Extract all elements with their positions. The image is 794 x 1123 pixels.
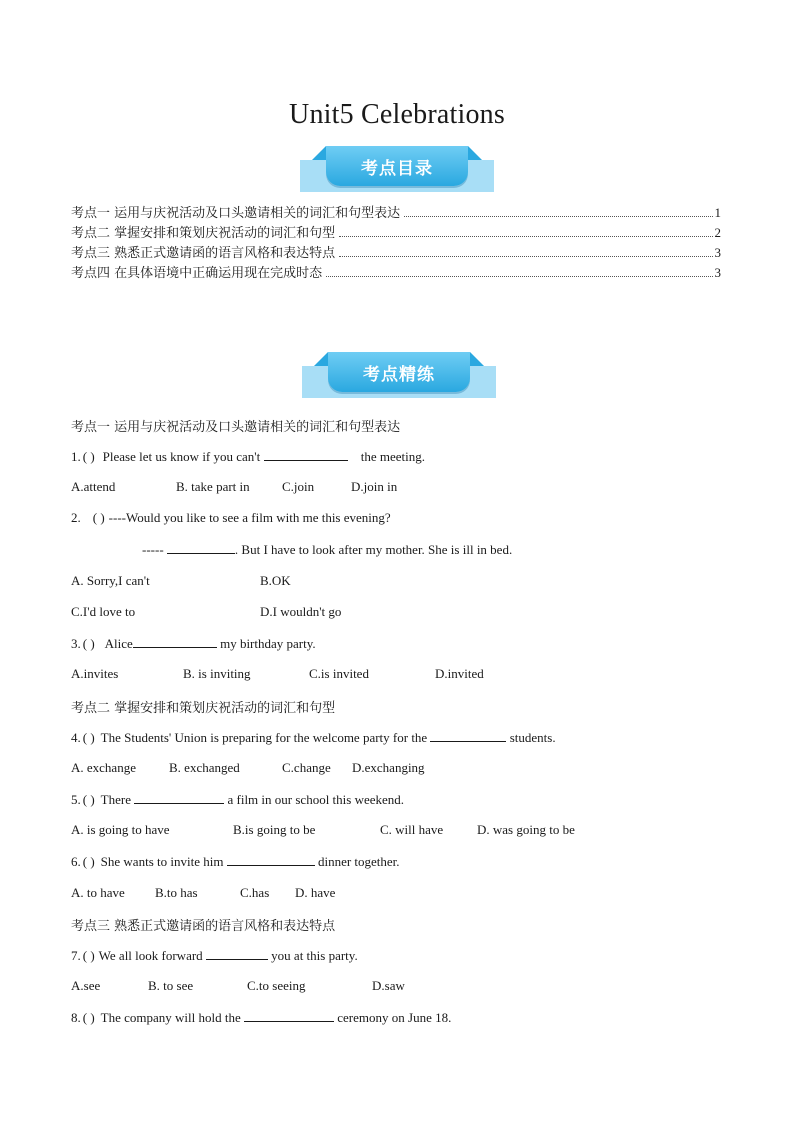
option[interactable]: B. exchanged bbox=[169, 760, 240, 775]
question-2-options-row1 bbox=[71, 573, 471, 589]
answer-blank[interactable] bbox=[167, 541, 235, 554]
option[interactable]: B. to see bbox=[148, 978, 194, 993]
toc-entry-page: 3 bbox=[714, 245, 721, 260]
option[interactable]: B. is inviting bbox=[183, 666, 251, 681]
option[interactable]: A. to have bbox=[71, 885, 125, 900]
answer-blank[interactable] bbox=[430, 729, 506, 742]
toc-entry[interactable] bbox=[71, 201, 721, 221]
toc-entry-label: 考点二 掌握安排和策划庆祝活动的词汇和句型 bbox=[71, 226, 336, 241]
toc-entry[interactable] bbox=[71, 221, 721, 241]
answer-blank[interactable] bbox=[134, 791, 224, 804]
option[interactable]: C.change bbox=[282, 760, 331, 775]
question-6-options bbox=[71, 885, 471, 901]
option[interactable]: D.join in bbox=[351, 479, 398, 494]
question-3: 3. ( ) Alice my birthday party. bbox=[71, 636, 316, 651]
question-7-options bbox=[71, 978, 471, 994]
exercise-banner bbox=[302, 352, 496, 400]
question-6: 6. ( ) She wants to invite him dinner together. bbox=[71, 854, 400, 869]
option[interactable]: B.is going to be bbox=[233, 822, 316, 837]
option[interactable]: D.exchanging bbox=[352, 760, 425, 775]
toc-entry-page: 2 bbox=[714, 225, 721, 240]
option[interactable]: B.to has bbox=[155, 885, 198, 900]
answer-blank[interactable] bbox=[206, 947, 268, 960]
toc-entry-page: 1 bbox=[714, 205, 721, 220]
option[interactable]: C.is invited bbox=[309, 666, 369, 681]
document-title: Unit5 Celebrations bbox=[289, 99, 505, 130]
option[interactable]: A.invites bbox=[71, 666, 119, 681]
option[interactable]: A.attend bbox=[71, 479, 116, 494]
answer-blank[interactable] bbox=[264, 448, 348, 461]
toc-entry-page: 3 bbox=[714, 265, 721, 280]
option[interactable]: C.join bbox=[282, 479, 315, 494]
question-8: 8. ( ) The company will hold the ceremony on June 18. bbox=[71, 1010, 452, 1025]
table-of-contents bbox=[71, 201, 721, 281]
option[interactable]: A. is going to have bbox=[71, 822, 170, 837]
option[interactable]: D.saw bbox=[372, 978, 405, 993]
section-heading: 考点二 掌握安排和策划庆祝活动的词汇和句型 bbox=[71, 701, 336, 716]
toc-entry[interactable] bbox=[71, 261, 721, 281]
option[interactable]: A.see bbox=[71, 978, 101, 993]
exercise-banner-label: 考点精练 bbox=[328, 352, 470, 392]
option[interactable]: B. take part in bbox=[176, 479, 250, 494]
question-5-options bbox=[71, 822, 631, 838]
option[interactable]: C.I'd love to bbox=[71, 604, 136, 619]
toc-entry[interactable] bbox=[71, 241, 721, 261]
option[interactable]: C.has bbox=[240, 885, 270, 900]
section-heading: 考点三 熟悉正式邀请函的语言风格和表达特点 bbox=[71, 919, 336, 934]
question-2-reply: ----- . But I have to look after my mother. She is ill in bed. bbox=[142, 542, 513, 557]
question-4-options bbox=[71, 760, 521, 776]
option[interactable]: D. was going to be bbox=[477, 822, 575, 837]
question-5: 5. ( ) There a film in our school this weekend. bbox=[71, 792, 405, 807]
option[interactable]: D.invited bbox=[435, 666, 484, 681]
question-2-options-row2 bbox=[71, 604, 471, 620]
option[interactable]: C.to seeing bbox=[247, 978, 306, 993]
question-7: 7. ( ) We all look forward you at this party. bbox=[71, 948, 358, 963]
option[interactable]: C. will have bbox=[380, 822, 444, 837]
option[interactable]: A. Sorry,I can't bbox=[71, 573, 150, 588]
option[interactable]: D. have bbox=[295, 885, 336, 900]
question-2: 2. ( ) ----Would you like to see a film with me this evening? bbox=[71, 510, 391, 525]
toc-banner bbox=[300, 146, 494, 194]
toc-entry-label: 考点四 在具体语境中正确运用现在完成时态 bbox=[71, 266, 323, 281]
option[interactable]: B.OK bbox=[260, 573, 291, 588]
answer-blank[interactable] bbox=[133, 635, 217, 648]
option[interactable]: D.I wouldn't go bbox=[260, 604, 342, 619]
toc-banner-label: 考点目录 bbox=[326, 146, 468, 186]
answer-blank[interactable] bbox=[227, 853, 315, 866]
question-1-options bbox=[71, 479, 471, 495]
section-heading: 考点一 运用与庆祝活动及口头邀请相关的词汇和句型表达 bbox=[71, 420, 401, 435]
toc-entry-label: 考点一 运用与庆祝活动及口头邀请相关的词汇和句型表达 bbox=[71, 206, 401, 221]
question-1: 1. ( ) Please let us know if you can't the meeting. bbox=[71, 449, 426, 464]
toc-entry-label: 考点三 熟悉正式邀请函的语言风格和表达特点 bbox=[71, 246, 336, 261]
question-4: 4. ( ) The Students' Union is preparing for the welcome party for the students. bbox=[71, 730, 556, 745]
option[interactable]: A. exchange bbox=[71, 760, 136, 775]
answer-blank[interactable] bbox=[244, 1009, 334, 1022]
question-3-options bbox=[71, 666, 521, 682]
